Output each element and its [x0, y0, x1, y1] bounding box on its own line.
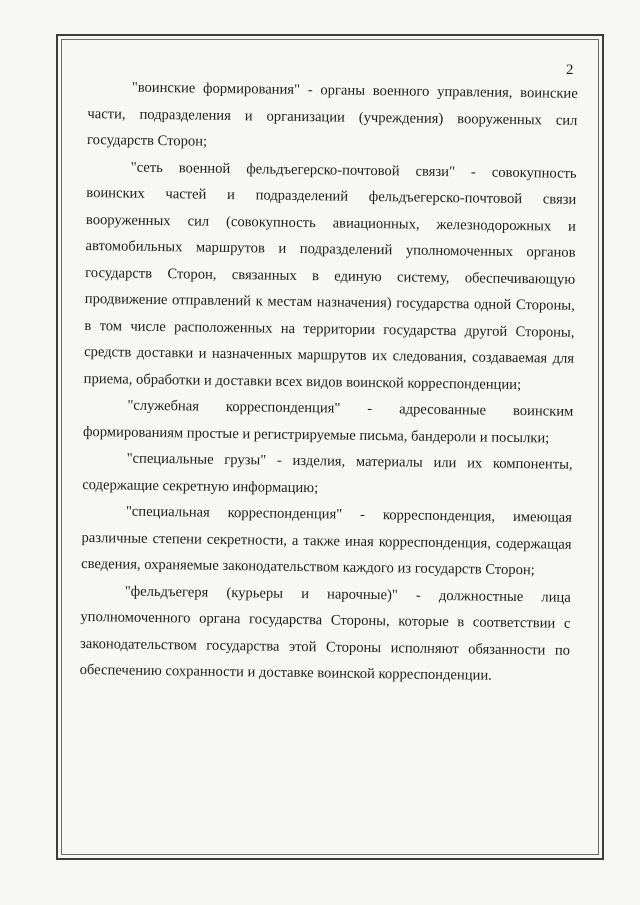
page-number: 2	[566, 62, 574, 78]
definition-special-cargo: "специальные грузы" - изделия, материалы или их компоненты, содержащие секретную информацию;	[82, 450, 573, 496]
document-body	[79, 74, 577, 690]
definition-courier-postal-network: "сеть военной фельдъегерско-почтовой связи" - совокупность воинских частей и подразделений фельдъегерско-почтовой связи вооруженных сил (совокупность авиационных, железнодорожных и автомобильных маршрутов и подразделений уполномоченных органов государств Сторон, связанных в единую систему, обеспечивающую продвижение отправлений к местам назначения) государства одной Стороны, в том числе расположенных на территории государства другой Стороны, средств доставки и назначенных маршрутов их следования, создаваемая для приема, обработки и доставки всех видов воинской корреспонденции;	[83, 159, 577, 393]
definition-couriers: "фельдъегеря (курьеры и нарочные)" - должностные лица уполномоченного органа государства Стороны, которые в соответствии с законодательством государства этой Стороны исполняют обязанности по обеспечению сохранности и доставке воинской корреспонденции.	[79, 583, 571, 684]
definition-military-formations: "воинские формирования" - органы военного управления, воинские части, подразделения и организации (учреждения) вооруженных сил государств Сторон;	[86, 79, 578, 150]
definition-official-correspondence: "служебная корреспонденция" - адресованные воинским формированиям простые и регистрируемые письма, бандероли и посылки;	[82, 397, 574, 446]
definition-special-correspondence: "специальная корреспонденция" - корреспонденция, имеющая различные степени секретности, а также иная корреспонденция, содержащая сведения, охраняемые законодательством каждого из государств Сторон;	[81, 503, 572, 579]
